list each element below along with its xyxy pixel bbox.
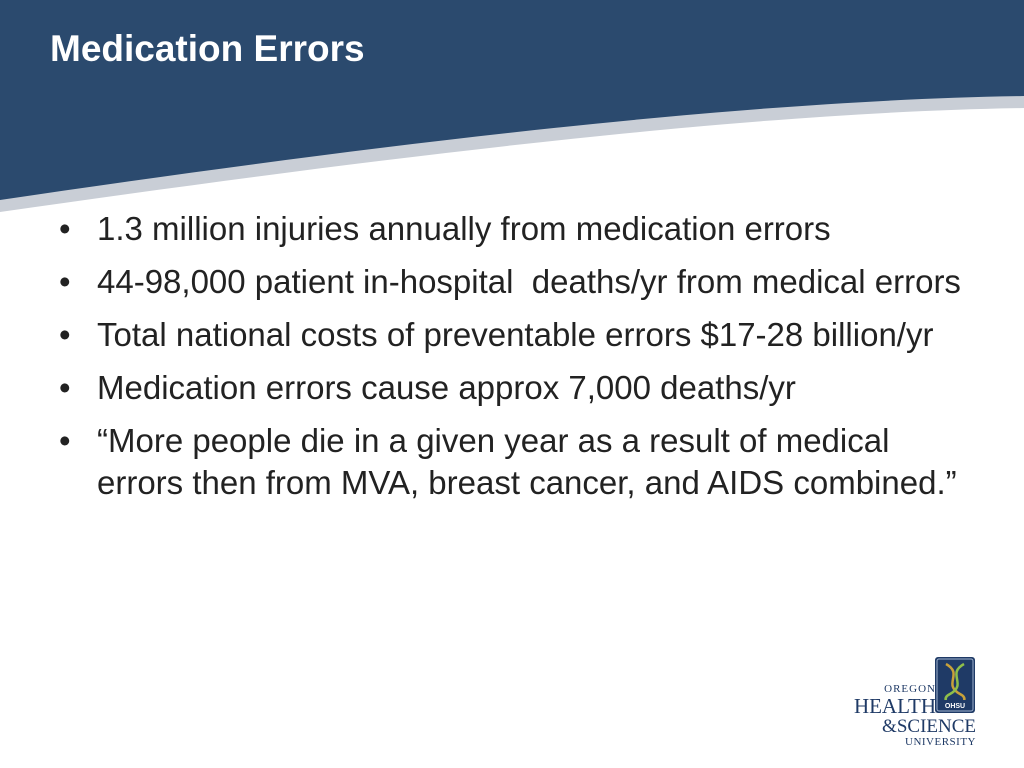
bullet-item bbox=[55, 367, 975, 409]
logo-line-oregon: OREGON bbox=[884, 683, 936, 695]
bullet-item bbox=[55, 420, 975, 504]
ohsu-emblem-label: OHSU bbox=[944, 703, 966, 710]
logo-line-science: &SCIENCE bbox=[882, 716, 976, 737]
logo-line-university: UNIVERSITY bbox=[905, 736, 976, 748]
bullet-marker: • bbox=[59, 422, 71, 459]
bullet-marker: • bbox=[59, 316, 71, 353]
ohsu-logo bbox=[838, 654, 980, 750]
bullet-marker: • bbox=[59, 210, 71, 247]
bullet-item bbox=[55, 208, 975, 250]
slide-title: Medication Errors bbox=[50, 28, 365, 69]
bullet-text: 1.3 million injuries annually from medication errors bbox=[97, 210, 831, 247]
bullet-text: Total national costs of preventable errors $17-28 billion/yr bbox=[97, 316, 934, 353]
bullet-text: Medication errors cause approx 7,000 deaths/yr bbox=[97, 369, 796, 406]
bullet-item bbox=[55, 314, 975, 356]
bullet-text: “More people die in a given year as a result of medical errors then from MVA, breast cancer, and AIDS combined.” bbox=[97, 422, 957, 501]
bullet-item bbox=[55, 261, 975, 303]
ohsu-emblem-icon bbox=[934, 656, 976, 714]
logo-line-health: HEALTH bbox=[853, 694, 936, 718]
bullet-marker: • bbox=[59, 263, 71, 300]
bullet-marker: • bbox=[59, 369, 71, 406]
bullet-list bbox=[55, 208, 975, 515]
bullet-text: 44-98,000 patient in-hospital deaths/yr from medical errors bbox=[97, 263, 961, 300]
